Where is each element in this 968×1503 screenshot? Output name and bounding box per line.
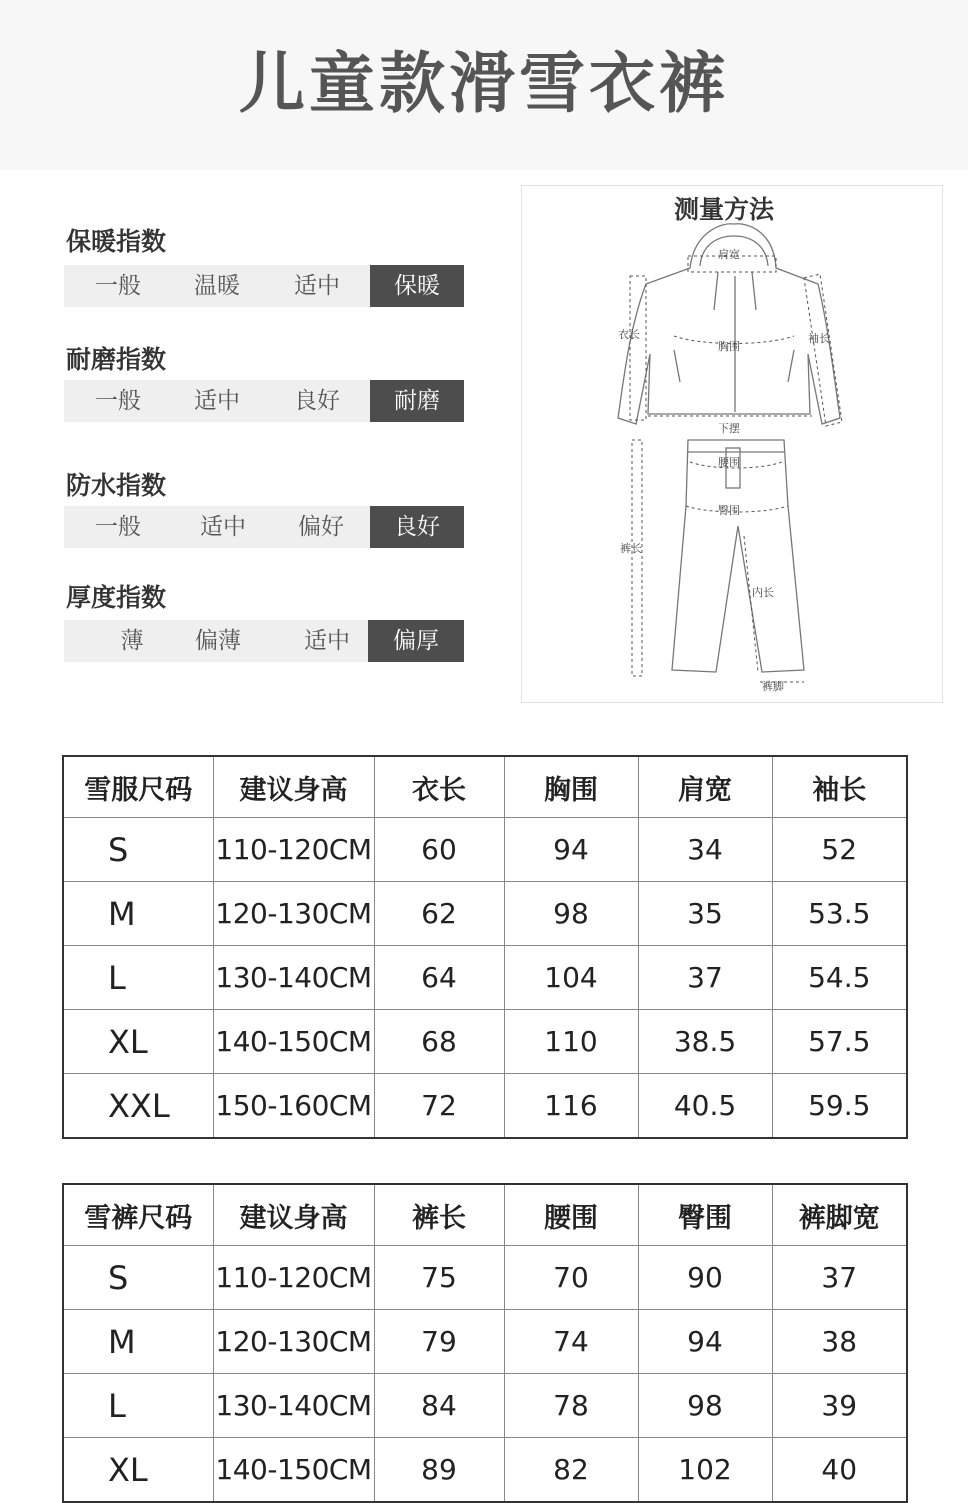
height-cell: 140-150CM [213,1010,374,1074]
label-chest: 胸围 [718,340,740,353]
height-cell: 130-140CM [213,1374,374,1438]
table-row [63,1438,907,1503]
header-cell: 袖长 [772,756,907,818]
index-bar-waterproof [64,506,464,548]
value-cell: 98 [504,882,638,946]
table-header-row [63,756,907,818]
size-cell: XL [63,1438,213,1503]
header-cell: 雪服尺码 [63,756,213,818]
index-option: 偏好 [298,514,344,540]
label-inseam: 内长 [752,586,774,599]
height-cell: 110-120CM [213,818,374,882]
index-title-waterproof: 防水指数 [66,471,167,500]
value-cell: 82 [504,1438,638,1503]
index-option: 适中 [304,628,350,654]
value-cell: 59.5 [772,1074,907,1139]
header-cell: 裤脚宽 [772,1184,907,1246]
length-line [630,276,646,420]
index-option: 适中 [194,388,240,414]
value-cell: 72 [374,1074,504,1139]
size-cell: XL [63,1010,213,1074]
header-cell: 肩宽 [638,756,772,818]
header-cell: 雪裤尺码 [63,1184,213,1246]
height-cell: 130-140CM [213,946,374,1010]
table-header-row [63,1184,907,1246]
value-cell: 104 [504,946,638,1010]
value-cell: 89 [374,1438,504,1503]
index-title-thickness: 厚度指数 [66,583,167,612]
value-cell: 39 [772,1374,907,1438]
index-title-warmth: 保暖指数 [66,227,167,256]
value-cell: 34 [638,818,772,882]
index-option: 适中 [200,514,246,540]
header-cell: 裤长 [374,1184,504,1246]
garment-diagram [522,186,942,702]
value-cell: 37 [638,946,772,1010]
value-cell: 74 [504,1310,638,1374]
header-cell: 建议身高 [213,1184,374,1246]
table-row [63,1374,907,1438]
header-cell: 臀围 [638,1184,772,1246]
height-cell: 110-120CM [213,1246,374,1310]
index-option-selected: 偏厚 [368,620,464,662]
value-cell: 62 [374,882,504,946]
page-title: 儿童款滑雪衣裤 [239,45,729,122]
size-cell: M [63,882,213,946]
index-bar-warmth [64,265,464,307]
size-cell: L [63,946,213,1010]
pants-size-table [62,1183,908,1503]
table-row [63,1310,907,1374]
value-cell: 64 [374,946,504,1010]
index-option: 一般 [95,388,141,414]
value-cell: 70 [504,1246,638,1310]
value-cell: 84 [374,1374,504,1438]
label-hip: 臀围 [718,504,740,517]
size-cell: XXL [63,1074,213,1139]
index-option: 良好 [294,388,340,414]
index-option: 薄 [120,628,144,654]
header-cell: 胸围 [504,756,638,818]
header-cell: 衣长 [374,756,504,818]
value-cell: 52 [772,818,907,882]
label-pants-length: 裤长 [620,542,642,555]
value-cell: 38.5 [638,1010,772,1074]
value-cell: 40 [772,1438,907,1503]
value-cell: 110 [504,1010,638,1074]
height-cell: 120-130CM [213,1310,374,1374]
table-row [63,1010,907,1074]
header-cell: 建议身高 [213,756,374,818]
value-cell: 54.5 [772,946,907,1010]
label-sleeve: 袖长 [808,332,830,345]
index-option: 一般 [95,514,141,540]
index-option-selected: 耐磨 [370,380,464,422]
index-option: 适中 [294,273,340,299]
header-band [0,0,968,170]
value-cell: 40.5 [638,1074,772,1139]
jacket-size-table [62,755,908,1139]
value-cell: 79 [374,1310,504,1374]
label-leg-opening: 裤脚 [762,680,784,693]
value-cell: 68 [374,1010,504,1074]
header-cell: 腰围 [504,1184,638,1246]
value-cell: 38 [772,1310,907,1374]
size-cell: S [63,1246,213,1310]
value-cell: 94 [638,1310,772,1374]
label-shoulder: 肩宽 [718,248,740,261]
value-cell: 75 [374,1246,504,1310]
value-cell: 90 [638,1246,772,1310]
table-row [63,1246,907,1310]
measure-title: 测量方法 [673,195,774,224]
table-row [63,946,907,1010]
label-length: 衣长 [618,328,640,341]
pants-length-line [632,440,642,676]
index-option: 温暖 [194,273,240,299]
inseam-line [744,536,758,672]
value-cell: 116 [504,1074,638,1139]
table-row [63,818,907,882]
index-bar-abrasion [64,380,464,422]
value-cell: 37 [772,1246,907,1310]
index-option-selected: 保暖 [370,265,464,307]
size-cell: L [63,1374,213,1438]
table-row [63,882,907,946]
height-cell: 140-150CM [213,1438,374,1503]
value-cell: 98 [638,1374,772,1438]
pants-outline [672,440,804,672]
index-option: 偏薄 [195,628,241,654]
index-bar-thickness [64,620,464,662]
value-cell: 102 [638,1438,772,1503]
jacket-pockets [674,350,794,382]
index-option: 一般 [95,273,141,299]
measurement-guide [521,185,943,703]
indices-panel [22,176,514,692]
size-cell: M [63,1310,213,1374]
value-cell: 53.5 [772,882,907,946]
value-cell: 78 [504,1374,638,1438]
value-cell: 94 [504,818,638,882]
table-row [63,1074,907,1139]
index-title-abrasion: 耐磨指数 [66,345,167,374]
value-cell: 35 [638,882,772,946]
height-cell: 150-160CM [213,1074,374,1139]
index-option-selected: 良好 [370,506,464,548]
size-cell: S [63,818,213,882]
value-cell: 60 [374,818,504,882]
label-hem: 下摆 [718,422,740,435]
label-waist: 腰围 [718,456,740,469]
value-cell: 57.5 [772,1010,907,1074]
height-cell: 120-130CM [213,882,374,946]
